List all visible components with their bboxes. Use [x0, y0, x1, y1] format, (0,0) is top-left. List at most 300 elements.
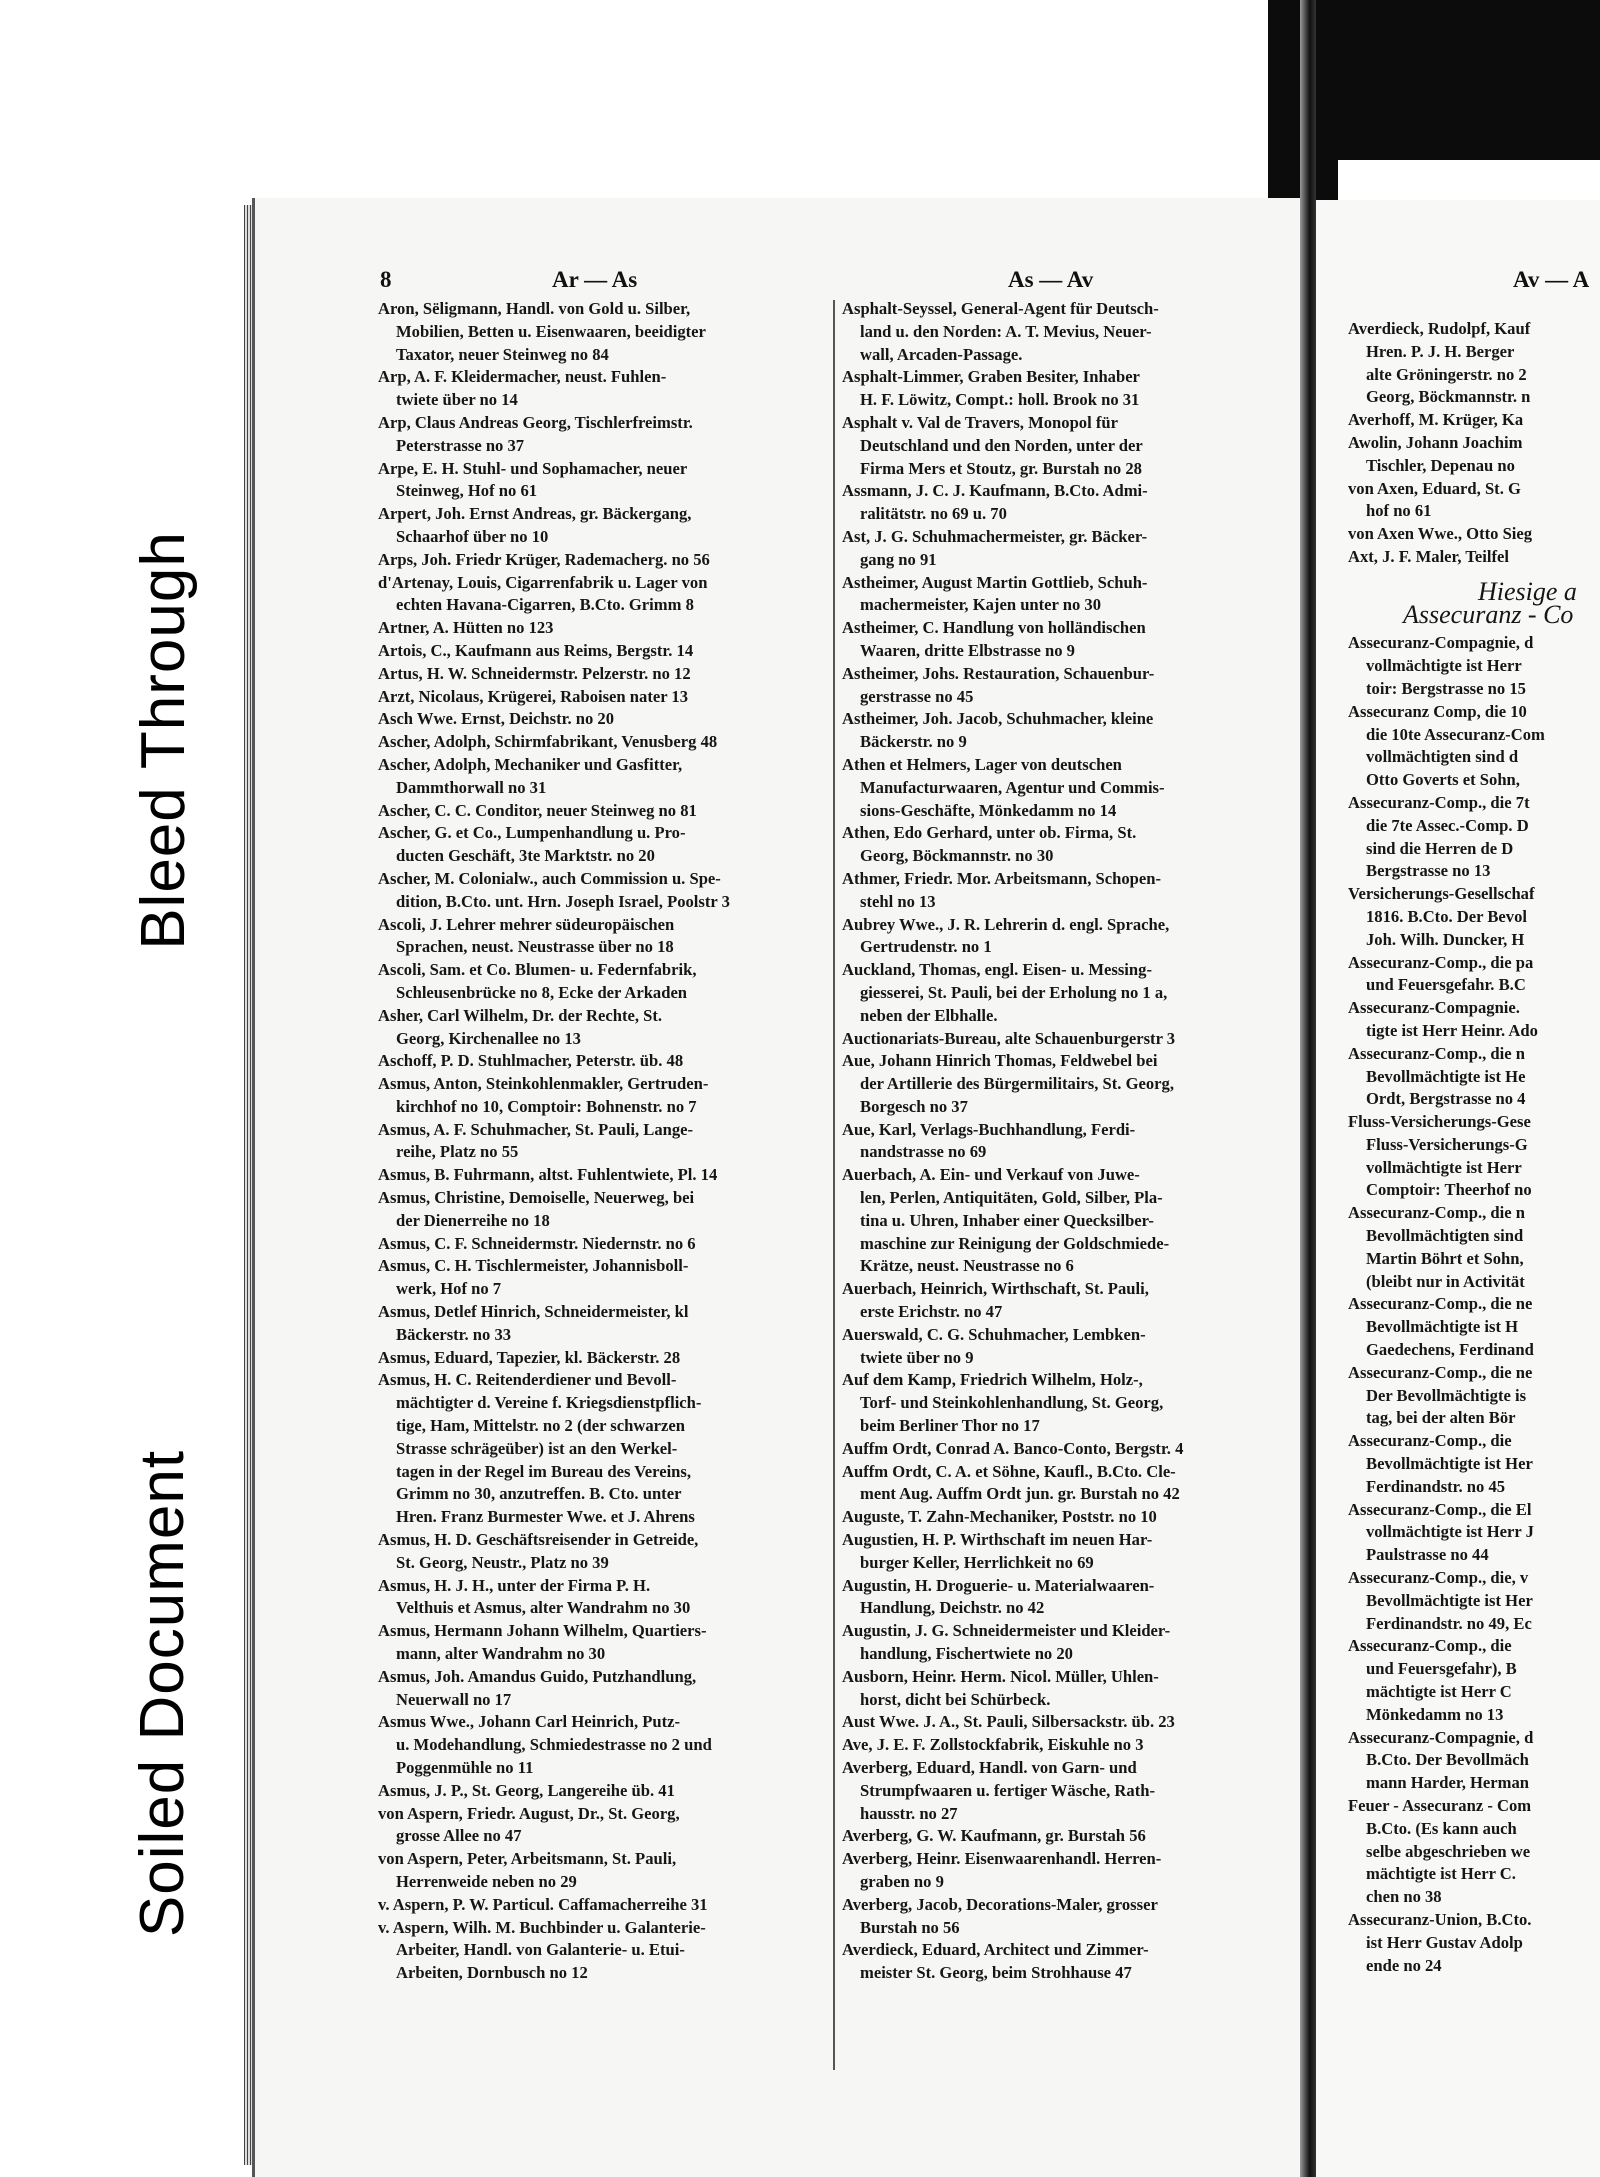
entry-continuation-line: Taxator, neuer Steinweg no 84 — [396, 344, 609, 364]
entry-continuation-line: Hren. P. J. H. Berger — [1366, 341, 1515, 361]
directory-entry — [1348, 997, 1600, 1043]
entry-continuation-line: mächtigte ist Herr C — [1366, 1682, 1512, 1702]
entry-first-line: Arpert, Joh. Ernst Andreas, gr. Bäckergang, — [378, 504, 692, 524]
entry-first-line: Averberg, Eduard, Handl. von Garn- und — [842, 1758, 1137, 1777]
entry-continuation-line: Georg, Böckmannstr. no 30 — [860, 846, 1054, 866]
entry-first-line: Astheimer, C. Handlung von holländischen — [842, 618, 1146, 638]
entry-continuation-line: machermeister, Kajen unter no 30 — [860, 595, 1102, 615]
middle-column-entries — [842, 298, 1294, 1985]
entry-first-line: v. Aspern, P. W. Particul. Caffamacherreihe 31 — [378, 1894, 708, 1914]
entry-first-line: Asmus, B. Fuhrmann, altst. Fuhlentwiete, Pl. 14 — [378, 1165, 718, 1185]
directory-entry — [378, 298, 826, 366]
directory-entry — [1348, 1727, 1600, 1795]
entry-first-line: Assecuranz-Comp., die ne — [1348, 1294, 1533, 1314]
entry-first-line: Artois, C., Kaufmann aus Reims, Bergstr. 14 — [378, 640, 694, 660]
entry-first-line: Asmus, H. J. H., unter der Firma P. H. — [378, 1575, 651, 1595]
directory-entry — [378, 503, 826, 549]
directory-entry — [842, 1666, 1294, 1712]
entry-first-line: Ascher, G. et Co., Lumpenhandlung u. Pro- — [378, 823, 686, 843]
entry-first-line: Assecuranz-Comp., die — [1348, 1636, 1512, 1656]
entry-continuation-line: H. F. Löwitz, Compt.: holl. Brook no 31 — [860, 390, 1140, 410]
directory-entry — [1348, 701, 1600, 792]
entry-first-line: Athmer, Friedr. Mor. Arbeitsmann, Schopen- — [842, 868, 1161, 888]
entry-continuation-line: Manufacturwaaren, Agentur und Commis- — [860, 777, 1165, 797]
entry-continuation-line: werk, Hof no 7 — [396, 1279, 502, 1299]
entry-continuation-line: Georg, Kirchenallee no 13 — [396, 1028, 581, 1048]
directory-entry — [378, 1529, 826, 1575]
entry-first-line: Athen, Edo Gerhard, unter ob. Firma, St. — [842, 823, 1137, 843]
directory-entry — [1348, 478, 1600, 524]
entry-first-line: Assecuranz-Compagnie, d — [1348, 1727, 1534, 1747]
entry-first-line: Arps, Joh. Friedr Krüger, Rademacherg. no 56 — [378, 549, 710, 569]
directory-entry — [1348, 1795, 1600, 1909]
directory-entry — [1348, 1111, 1600, 1202]
entry-continuation-line: vollmächtigte ist Herr J — [1366, 1522, 1534, 1542]
entry-first-line: Auctionariats-Bureau, alte Schauenburgerstr 3 — [842, 1028, 1176, 1048]
entry-continuation-line: maschine zur Reinigung der Goldschmiede- — [860, 1233, 1170, 1253]
entry-first-line: Assecuranz-Union, B.Cto. — [1348, 1909, 1532, 1929]
middle-column-header: As — Av — [1008, 267, 1094, 292]
entry-continuation-line: ralitätstr. no 69 u. 70 — [860, 504, 1007, 524]
entry-continuation-line: Arbeiten, Dornbusch no 12 — [396, 1963, 588, 1983]
entry-continuation-line: Bevollmächtigte ist Her — [1366, 1590, 1533, 1610]
entry-continuation-line: neben der Elbhalle. — [860, 1005, 998, 1025]
directory-entry — [378, 754, 826, 800]
entry-first-line: Auckland, Thomas, engl. Eisen- u. Messing- — [842, 960, 1152, 980]
entry-continuation-line: tige, Ham, Mittelstr. no 2 (der schwarzen — [396, 1416, 685, 1436]
directory-entry — [378, 1894, 826, 1917]
directory-entry — [1348, 1909, 1600, 1977]
entry-first-line: Asphalt v. Val de Travers, Monopol für — [842, 412, 1118, 432]
entry-first-line: Assecuranz-Compagnie. — [1348, 998, 1520, 1018]
entry-continuation-line: Bäckerstr. no 33 — [396, 1324, 512, 1344]
entry-first-line: Awolin, Johann Joachim — [1348, 432, 1523, 452]
directory-entry — [378, 822, 826, 868]
entry-first-line: Ascoli, Sam. et Co. Blumen- u. Federnfabrik, — [378, 960, 697, 980]
entry-continuation-line: selbe abgeschrieben we — [1366, 1841, 1531, 1861]
directory-entry — [1348, 632, 1600, 700]
entry-continuation-line: und Feuersgefahr. B.C — [1366, 975, 1526, 995]
entry-first-line: Artus, H. W. Schneidermstr. Pelzerstr. no 12 — [378, 663, 691, 683]
entry-first-line: Arpe, E. H. Stuhl- und Sophamacher, neuer — [378, 458, 688, 478]
directory-entry — [842, 366, 1294, 412]
directory-entry — [842, 1164, 1294, 1278]
entry-first-line: Assecuranz-Comp., die 7t — [1348, 792, 1530, 812]
entry-continuation-line: 1816. B.Cto. Der Bevol — [1366, 906, 1528, 926]
entry-first-line: Assecuranz Comp, die 10 — [1348, 701, 1527, 721]
entry-continuation-line: Strumpfwaaren u. fertiger Wäsche, Rath- — [860, 1780, 1155, 1800]
directory-entry — [378, 1301, 826, 1347]
directory-entry — [842, 1848, 1294, 1894]
directory-entry — [842, 1734, 1294, 1757]
directory-entry — [378, 1917, 826, 1985]
entry-continuation-line: Gaedechens, Ferdinand — [1366, 1340, 1534, 1360]
directory-entry — [842, 1278, 1294, 1324]
entry-continuation-line: Bevollmächtigte ist He — [1366, 1066, 1526, 1086]
entry-first-line: Auerbach, A. Ein- und Verkauf von Juwe- — [842, 1165, 1140, 1185]
entry-first-line: Arp, Claus Andreas Georg, Tischlerfreimstr. — [378, 412, 693, 432]
directory-entry — [378, 640, 826, 663]
directory-entry — [842, 1119, 1294, 1165]
entry-continuation-line: gerstrasse no 45 — [860, 686, 974, 706]
entry-continuation-line: Peterstrasse no 37 — [396, 435, 525, 455]
entry-first-line: Asmus, A. F. Schuhmacher, St. Pauli, Lange- — [378, 1119, 694, 1139]
entry-first-line: Asmus, C. H. Tischlermeister, Johannisboll- — [378, 1256, 689, 1276]
entry-first-line: Auf dem Kamp, Friedrich Wilhelm, Holz-, — [842, 1370, 1143, 1390]
directory-entry — [1348, 1293, 1600, 1361]
directory-entry — [378, 868, 826, 914]
entry-continuation-line: kirchhof no 10, Comptoir: Bohnenstr. no 7 — [396, 1096, 697, 1116]
directory-entry — [1348, 1043, 1600, 1111]
entry-first-line: Ave, J. E. F. Zollstockfabrik, Eiskuhle no 3 — [842, 1735, 1144, 1755]
entry-continuation-line: der Artillerie des Bürgermilitairs, St. Georg, — [860, 1074, 1174, 1094]
entry-first-line: Feuer - Assecuranz - Com — [1348, 1796, 1532, 1815]
directory-entry — [378, 572, 826, 618]
entry-continuation-line: meister St. Georg, beim Strohhause 47 — [860, 1963, 1132, 1983]
entry-continuation-line: Strasse schrägeüber) ist an den Werkel- — [396, 1438, 678, 1458]
section-heading: Hiesige a — [1478, 576, 1577, 606]
entry-continuation-line: Der Bevollmächtigte is — [1366, 1385, 1527, 1405]
directory-entry — [842, 959, 1294, 1027]
directory-entry — [842, 708, 1294, 754]
entry-continuation-line: Georg, Böckmannstr. n — [1366, 387, 1531, 407]
entry-first-line: Ast, J. G. Schuhmachermeister, gr. Bäcker- — [842, 526, 1148, 546]
entry-continuation-line: Schaarhof über no 10 — [396, 526, 549, 546]
entry-continuation-line: Fluss-Versicherungs-G — [1366, 1134, 1528, 1154]
directory-entry — [842, 663, 1294, 709]
entry-continuation-line: Comptoir: Theerhof no — [1366, 1180, 1532, 1200]
directory-entry — [1348, 883, 1600, 951]
entry-first-line: Athen et Helmers, Lager von deutschen — [842, 754, 1122, 774]
entry-continuation-line: chen no 38 — [1366, 1887, 1442, 1907]
entry-continuation-line: Poggenmühle no 11 — [396, 1758, 534, 1777]
directory-entry — [842, 1461, 1294, 1507]
directory-entry — [842, 1939, 1294, 1985]
entry-first-line: Augustin, H. Droguerie- u. Materialwaaren- — [842, 1575, 1155, 1595]
entry-continuation-line: vollmächtigten sind d — [1366, 747, 1519, 767]
entry-first-line: Aubrey Wwe., J. R. Lehrerin d. engl. Sprache, — [842, 914, 1170, 934]
directory-entry — [1348, 1567, 1600, 1635]
directory-entry — [1348, 432, 1600, 478]
entry-continuation-line: alte Gröningerstr. no 2 — [1366, 364, 1527, 384]
entry-continuation-line: vollmächtigte ist Herr — [1366, 1157, 1522, 1177]
entry-first-line: v. Aspern, Wilh. M. Buchbinder u. Galanterie- — [378, 1917, 706, 1937]
entry-continuation-line: Steinweg, Hof no 61 — [396, 481, 538, 501]
entry-continuation-line: der Dienerreihe no 18 — [396, 1210, 550, 1230]
soiled-document-label: Soiled Document — [108, 1348, 218, 2038]
entry-first-line: Auerswald, C. G. Schuhmacher, Lembken- — [842, 1324, 1146, 1344]
entry-first-line: Axt, J. F. Maler, Teilfel — [1348, 546, 1510, 566]
entry-continuation-line: Paulstrasse no 44 — [1366, 1545, 1489, 1565]
entry-continuation-line: B.Cto. (Es kann auch — [1366, 1818, 1517, 1838]
entry-continuation-line: Gertrudenstr. no 1 — [860, 937, 992, 957]
directory-entry — [842, 412, 1294, 480]
directory-entry — [842, 914, 1294, 960]
directory-entry — [378, 800, 826, 823]
entry-continuation-line: Bäckerstr. no 9 — [860, 732, 967, 752]
entry-continuation-line: Bevollmächtigte ist Her — [1366, 1454, 1533, 1474]
entry-continuation-line: twiete über no 14 — [396, 390, 518, 410]
entry-continuation-line: die 10te Assecuranz-Com — [1366, 724, 1545, 744]
entry-first-line: Ascoli, J. Lehrer mehrer südeuropäischen — [378, 914, 675, 934]
entry-first-line: Artner, A. Hütten no 123 — [378, 618, 554, 638]
entry-first-line: Augustien, H. P. Wirthschaft im neuen Har- — [842, 1530, 1153, 1550]
directory-entry — [378, 1347, 826, 1370]
entry-first-line: Averberg, Heinr. Eisenwaarenhandl. Herren- — [842, 1849, 1162, 1869]
entry-first-line: Averberg, Jacob, Decorations-Maler, grosser — [842, 1894, 1158, 1914]
entry-continuation-line: mächtigter d. Vereine f. Kriegsdienstpflich- — [396, 1393, 702, 1413]
directory-entry — [842, 1028, 1294, 1051]
entry-first-line: Asmus, C. F. Schneidermstr. Niedernstr. no 6 — [378, 1233, 696, 1253]
directory-entry — [378, 1575, 826, 1621]
entry-continuation-line: ist Herr Gustav Adolp — [1366, 1932, 1523, 1952]
entry-continuation-line: mann, alter Wandrahm no 30 — [396, 1644, 606, 1664]
entry-continuation-line: nandstrasse no 69 — [860, 1142, 987, 1162]
entry-continuation-line: Dammthorwall no 31 — [396, 777, 547, 797]
directory-entry — [1348, 523, 1600, 546]
directory-entry — [842, 572, 1294, 618]
entry-first-line: Arp, A. F. Kleidermacher, neust. Fuhlen- — [378, 367, 667, 387]
entry-continuation-line: Bergstrasse no 13 — [1366, 861, 1491, 881]
entry-continuation-line: Sprachen, neust. Neustrasse über no 18 — [396, 937, 674, 957]
entry-continuation-line: tagen in der Regel im Bureau des Vereins, — [396, 1461, 692, 1481]
entry-continuation-line: und Feuersgefahr), B — [1366, 1659, 1517, 1679]
right-page-header: Av — A — [1513, 267, 1590, 292]
entry-first-line: Asmus, Christine, Demoiselle, Neuerweg, bei — [378, 1188, 695, 1208]
directory-entry — [1348, 1362, 1600, 1430]
directory-entry — [842, 754, 1294, 822]
directory-entry — [1348, 1430, 1600, 1498]
directory-entry — [378, 1005, 826, 1051]
entry-continuation-line: sions-Geschäfte, Mönkedamm no 14 — [860, 800, 1117, 820]
entry-first-line: Ascher, Adolph, Mechaniker und Gasfitter, — [378, 754, 683, 774]
entry-continuation-line: beim Berliner Thor no 17 — [860, 1416, 1040, 1436]
entry-continuation-line: len, Perlen, Antiquitäten, Gold, Silber, Pla- — [860, 1188, 1163, 1208]
directory-entry — [1348, 792, 1600, 883]
directory-entry — [842, 1894, 1294, 1940]
directory-entry — [842, 298, 1294, 366]
directory-entry — [842, 1575, 1294, 1621]
entry-continuation-line: Handlung, Deichstr. no 42 — [860, 1598, 1045, 1618]
entry-continuation-line: die 7te Assec.-Comp. D — [1366, 815, 1529, 835]
directory-entry — [842, 1369, 1294, 1437]
directory-entry — [378, 1119, 826, 1165]
entry-continuation-line: Arbeiter, Handl. von Galanterie- u. Etui- — [396, 1940, 685, 1960]
entry-continuation-line: Ordt, Bergstrasse no 4 — [1366, 1089, 1526, 1109]
entry-first-line: Fluss-Versicherungs-Gese — [1348, 1112, 1531, 1132]
directory-entry — [842, 526, 1294, 572]
directory-entry — [1348, 1499, 1600, 1567]
directory-entry — [378, 1620, 826, 1666]
entry-first-line: Asmus, Hermann Johann Wilhelm, Quartiers- — [378, 1621, 707, 1641]
left-column-header: Ar — As — [552, 267, 638, 292]
directory-entry — [842, 1438, 1294, 1461]
entry-continuation-line: gang no 91 — [860, 549, 937, 569]
entry-continuation-line: Tischler, Depenau no — [1366, 455, 1515, 475]
entry-first-line: Arzt, Nicolaus, Krügerei, Raboisen nater 13 — [378, 686, 689, 706]
entry-first-line: von Axen, Eduard, St. G — [1348, 478, 1521, 498]
entry-first-line: Auffm Ordt, Conrad A. Banco-Conto, Bergstr. 4 — [842, 1438, 1184, 1458]
entry-continuation-line: land u. den Norden: A. T. Mevius, Neuer- — [860, 321, 1152, 341]
entry-continuation-line: Herrenweide neben no 29 — [396, 1871, 577, 1891]
directory-entry — [378, 1369, 826, 1529]
entry-continuation-line: u. Modehandlung, Schmiedestrasse no 2 und — [396, 1735, 712, 1755]
entry-continuation-line: tina u. Uhren, Inhaber einer Quecksilber- — [860, 1210, 1154, 1230]
page-number: 8 — [380, 267, 392, 292]
entry-first-line: Averdieck, Rudolpf, Kauf — [1348, 319, 1531, 338]
entry-continuation-line: Ferdinandstr. no 45 — [1366, 1476, 1506, 1496]
directory-entry — [378, 458, 826, 504]
entry-first-line: Asmus, Joh. Amandus Guido, Putzhandlung, — [378, 1666, 697, 1686]
directory-entry — [1348, 546, 1600, 569]
directory-entry — [378, 731, 826, 754]
entry-continuation-line: burger Keller, Herrlichkeit no 69 — [860, 1552, 1094, 1572]
directory-entry — [378, 914, 826, 960]
directory-entry — [378, 708, 826, 731]
entry-continuation-line: Martin Böhrt et Sohn, — [1366, 1248, 1524, 1268]
entry-first-line: Ascher, Adolph, Schirmfabrikant, Venusberg 48 — [378, 732, 718, 752]
entry-continuation-line: Ferdinandstr. no 49, Ec — [1366, 1613, 1532, 1633]
entry-continuation-line: Firma Mers et Stoutz, gr. Burstah no 28 — [860, 458, 1142, 478]
right-page-entries — [1348, 318, 1600, 1977]
directory-entry — [842, 822, 1294, 868]
entry-continuation-line: toir: Bergstrasse no 15 — [1366, 678, 1526, 698]
entry-continuation-line: Mobilien, Betten u. Eisenwaaren, beeidigter — [396, 321, 706, 341]
entry-first-line: Asmus, H. D. Geschäftsreisender in Getreide, — [378, 1530, 699, 1550]
entry-continuation-line: Burstah no 56 — [860, 1917, 960, 1937]
entry-continuation-line: sind die Herren de D — [1366, 838, 1514, 858]
directory-entry — [378, 412, 826, 458]
entry-continuation-line: Bevollmächtigten sind — [1366, 1226, 1524, 1246]
directory-entry — [842, 1050, 1294, 1118]
entry-first-line: Aue, Karl, Verlags-Buchhandlung, Ferdi- — [842, 1119, 1136, 1139]
entry-continuation-line: Mönkedamm no 13 — [1366, 1704, 1504, 1724]
directory-entry — [378, 1073, 826, 1119]
entry-first-line: Assmann, J. C. J. Kaufmann, B.Cto. Admi- — [842, 481, 1148, 501]
entry-first-line: d'Artenay, Louis, Cigarrenfabrik u. Lager von — [378, 572, 708, 592]
entry-continuation-line: Waaren, dritte Elbstrasse no 9 — [860, 640, 1075, 660]
entry-continuation-line: dition, B.Cto. unt. Hrn. Joseph Israel, Poolstr 3 — [396, 891, 730, 911]
entry-first-line: Asmus, J. P., St. Georg, Langereihe üb. 41 — [378, 1780, 675, 1800]
directory-entry — [842, 1825, 1294, 1848]
directory-entry — [842, 480, 1294, 526]
entry-first-line: Assecuranz-Compagnie, d — [1348, 633, 1534, 653]
entry-first-line: Assecuranz-Comp., die El — [1348, 1499, 1532, 1519]
page-stack-edge — [244, 205, 252, 2165]
directory-entry — [1348, 409, 1600, 432]
directory-entry — [378, 686, 826, 709]
entry-continuation-line: Bevollmächtigte ist H — [1366, 1317, 1519, 1337]
entry-continuation-line: wall, Arcaden-Passage. — [860, 344, 1023, 364]
directory-entry — [1348, 1635, 1600, 1726]
directory-entry — [378, 1187, 826, 1233]
directory-entry — [378, 959, 826, 1005]
directory-entry — [378, 1711, 826, 1779]
entry-continuation-line: erste Erichstr. no 47 — [860, 1302, 1003, 1322]
entry-continuation-line: Grimm no 30, anzutreffen. B. Cto. unter — [396, 1484, 682, 1504]
entry-first-line: Asmus Wwe., Johann Carl Heinrich, Putz- — [378, 1712, 681, 1732]
entry-continuation-line: mächtigte ist Herr C. — [1366, 1864, 1516, 1884]
directory-entry — [378, 1233, 826, 1256]
entry-first-line: Averdieck, Eduard, Architect und Zimmer- — [842, 1940, 1149, 1960]
entry-continuation-line: graben no 9 — [860, 1871, 944, 1891]
directory-entry — [378, 617, 826, 640]
entry-first-line: Augustin, J. G. Schneidermeister und Kleider- — [842, 1621, 1171, 1641]
directory-entry — [842, 1529, 1294, 1575]
entry-continuation-line: giesserei, St. Pauli, bei der Erholung no 1 a, — [860, 982, 1168, 1002]
entry-first-line: von Axen Wwe., Otto Sieg — [1348, 524, 1533, 544]
entry-first-line: Asher, Carl Wilhelm, Dr. der Rechte, St. — [378, 1005, 663, 1025]
entry-continuation-line: B.Cto. Der Bevollmäch — [1366, 1750, 1529, 1770]
entry-first-line: Auguste, T. Zahn-Mechaniker, Poststr. no 10 — [842, 1507, 1157, 1527]
section-subheading: Assecuranz - Co — [1403, 599, 1574, 629]
entry-continuation-line: (bleibt nur in Activität — [1366, 1271, 1525, 1291]
entry-first-line: Assecuranz-Comp., die n — [1348, 1043, 1525, 1063]
directory-entry — [378, 1803, 826, 1849]
entry-first-line: Asphalt-Limmer, Graben Besiter, Inhaber — [842, 367, 1140, 387]
entry-first-line: Astheimer, August Martin Gottlieb, Schuh- — [842, 572, 1148, 592]
entry-first-line: Asch Wwe. Ernst, Deichstr. no 20 — [378, 709, 615, 729]
right-edge-dark-strip — [1335, 0, 1600, 160]
book-gutter — [1300, 0, 1316, 2177]
entry-continuation-line: hof no 61 — [1366, 501, 1432, 521]
directory-entry — [842, 1757, 1294, 1825]
directory-entry — [842, 1711, 1294, 1734]
directory-entry — [378, 1050, 826, 1073]
entry-first-line: Ascher, M. Colonialw., auch Commission u. Spe- — [378, 868, 721, 888]
entry-continuation-line: Otto Goverts et Sohn, — [1366, 770, 1520, 790]
entry-continuation-line: vollmächtigte ist Herr — [1366, 656, 1522, 676]
entry-first-line: Asmus, Detlef Hinrich, Schneidermeister, kl — [378, 1302, 689, 1322]
entry-continuation-line: Hren. Franz Burmester Wwe. et J. Ahrens — [396, 1507, 695, 1527]
directory-entry — [378, 1848, 826, 1894]
entry-first-line: Averhoff, M. Krüger, Ka — [1348, 410, 1524, 430]
entry-continuation-line: Borgesch no 37 — [860, 1096, 968, 1116]
entry-first-line: Averberg, G. W. Kaufmann, gr. Burstah 56 — [842, 1826, 1146, 1846]
entry-first-line: Assecuranz-Comp., die, v — [1348, 1568, 1529, 1588]
entry-continuation-line: horst, dicht bei Schürbeck. — [860, 1689, 1051, 1709]
entry-continuation-line: Krätze, neust. Neustrasse no 6 — [860, 1256, 1074, 1276]
entry-first-line: Aust Wwe. J. A., St. Pauli, Silbersackstr. üb. 23 — [842, 1712, 1175, 1732]
directory-entry — [378, 663, 826, 686]
directory-entry — [842, 868, 1294, 914]
entry-continuation-line: tag, bei der alten Bör — [1366, 1408, 1516, 1428]
entry-first-line: Ausborn, Heinr. Herm. Nicol. Müller, Uhlen- — [842, 1666, 1159, 1686]
entry-first-line: Astheimer, Johs. Restauration, Schauenbur- — [842, 663, 1155, 683]
entry-first-line: Aschoff, P. D. Stuhlmacher, Peterstr. üb. 48 — [378, 1051, 684, 1071]
directory-entry — [378, 1164, 826, 1187]
directory-entry — [1348, 952, 1600, 998]
entry-continuation-line: mann Harder, Herman — [1366, 1773, 1530, 1793]
entry-first-line: Aue, Johann Hinrich Thomas, Feldwebel bei — [842, 1051, 1158, 1071]
entry-continuation-line: twiete über no 9 — [860, 1347, 974, 1367]
entry-continuation-line: ende no 24 — [1366, 1955, 1442, 1975]
entry-continuation-line: echten Havana-Cigarren, B.Cto. Grimm 8 — [396, 595, 694, 615]
entry-continuation-line: hausstr. no 27 — [860, 1803, 958, 1823]
entry-continuation-line: handlung, Fischertwiete no 20 — [860, 1644, 1073, 1664]
entry-first-line: Assecuranz-Comp., die n — [1348, 1203, 1525, 1223]
directory-entry — [842, 1620, 1294, 1666]
entry-continuation-line: St. Georg, Neustr., Platz no 39 — [396, 1552, 609, 1572]
entry-first-line: Assecuranz-Comp., die — [1348, 1431, 1512, 1451]
directory-entry — [378, 366, 826, 412]
directory-entry — [1348, 1202, 1600, 1293]
entry-first-line: Asmus, Eduard, Tapezier, kl. Bäckerstr. 28 — [378, 1347, 681, 1367]
left-column-entries — [378, 298, 826, 1985]
entry-continuation-line: reihe, Platz no 55 — [396, 1142, 519, 1162]
directory-entry — [1348, 318, 1600, 409]
directory-entry — [842, 617, 1294, 663]
